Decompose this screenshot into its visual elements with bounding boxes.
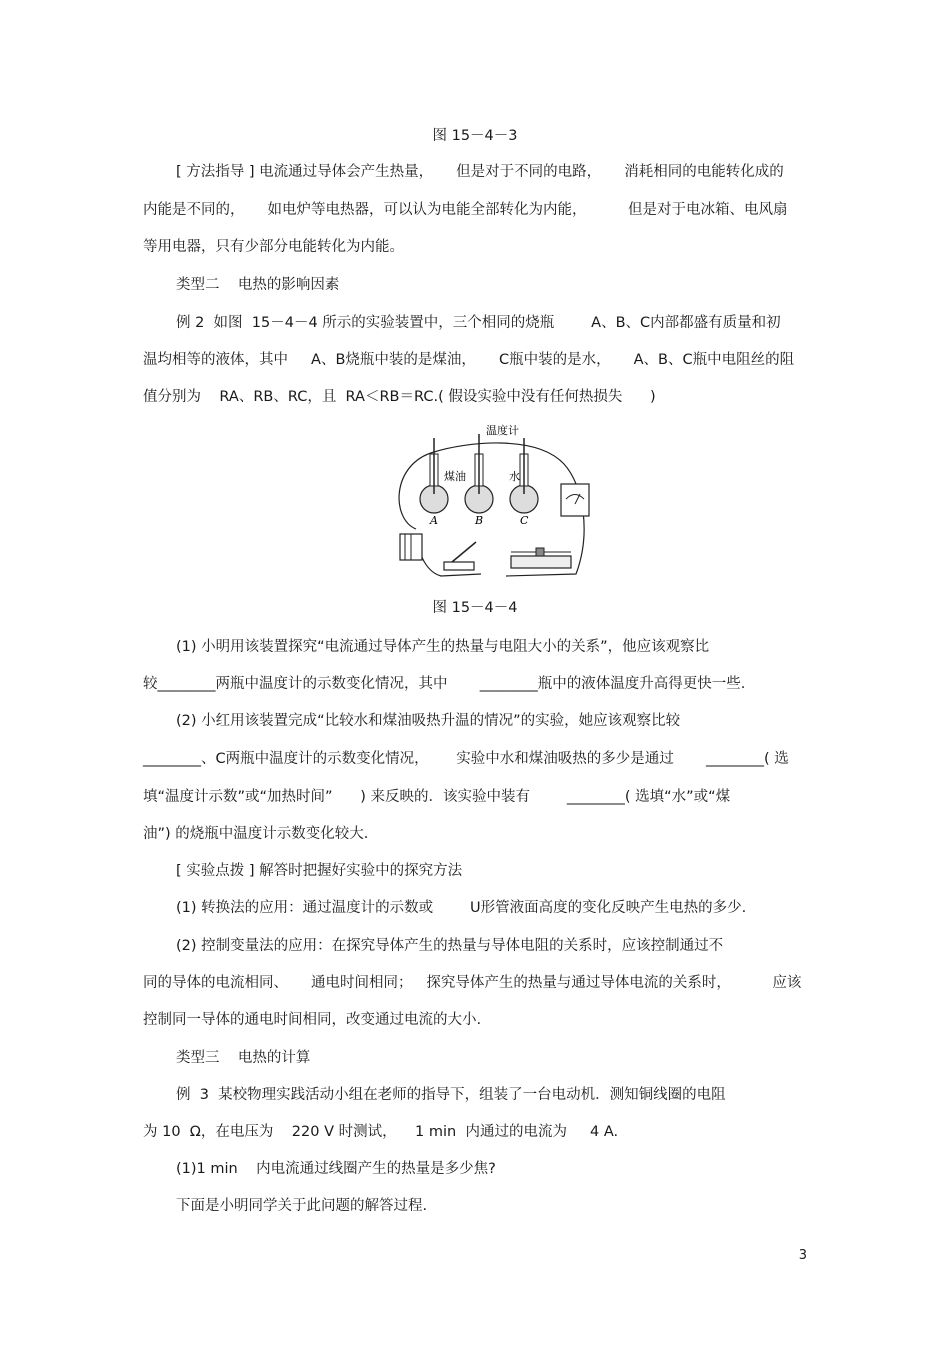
- question-2-line-3: 填“温度计示数”或“加热时间” ) 来反映的．该实验中装有 ________( 选填“水”或“煤: [143, 789, 731, 805]
- question-2-line-1: (2) 小红用该装置完成“比较水和煤油吸热升温的情况”的实验，她应该观察比较: [176, 713, 681, 729]
- tip-2-line-3: 控制同一导体的通电时间相同，改变通过电流的大小.: [143, 1012, 482, 1028]
- tip-2-line-1: (2) 控制变量法的应用：在探究导体产生的热量与导体电阻的关系时，应该控制通过不: [176, 938, 724, 954]
- section-heading-type-3: 类型三 电热的计算: [176, 1050, 311, 1066]
- switch: [444, 542, 476, 570]
- tip-1-line: (1) 转换法的应用：通过温度计的示数或 U形管液面高度的变化反映产生电热的多少.: [176, 900, 747, 916]
- example-2-line-1: 例 2 如图 15－4－4 所示的实验装置中，三个相同的烧瓶 A、B、C内部都盛有质量和初: [176, 315, 781, 331]
- label-kerosene: 煤油: [444, 470, 466, 483]
- label-thermometer: 温度计: [486, 424, 519, 437]
- section-heading-type-2: 类型二 电热的影响因素: [176, 277, 340, 293]
- example-3-question-1: (1)1 min 内电流通过线圈产生的热量是多少焦?: [176, 1161, 496, 1177]
- figure-caption-15-4-4: 图 15－4－4: [432, 600, 518, 616]
- label-c: C: [520, 514, 529, 527]
- method-guide-line-2: 内能是不同的， 如电炉等电热器，可以认为电能全部转化为内能， 但是对于电冰箱、电风扇: [143, 202, 788, 218]
- example-2-line-3: 值分别为 RA、RB、RC，且 RA＜RB＝RC.( 假设实验中没有任何热损失 ): [143, 389, 656, 405]
- experiment-apparatus-figure: [386, 424, 596, 586]
- label-water: 水: [509, 470, 520, 483]
- circuit-diagram: [386, 424, 596, 586]
- tip-2-line-2: 同的导体的电流相同、 通电时间相同； 探究导体产生的热量与通过导体电流的关系时， 应该: [143, 975, 802, 991]
- label-a: A: [430, 514, 438, 527]
- experiment-tip-heading: [ 实验点拨 ] 解答时把握好实验中的探究方法: [176, 863, 463, 879]
- example-3-line-1: 例 3 某校物理实践活动小组在老师的指导下，组装了一台电动机．测知铜线圈的电阻: [176, 1087, 726, 1103]
- question-2-line-2: ________、C两瓶中温度计的示数变化情况， 实验中水和煤油吸热的多少是通过 ________( 选: [143, 751, 789, 767]
- page-number: 3: [798, 1248, 807, 1263]
- rheostat: [511, 548, 571, 568]
- example-3-line-2: 为 10 Ω，在电压为 220 V 时测试， 1 min 内通过的电流为 4 A.: [143, 1124, 619, 1140]
- method-guide-line-1: [ 方法指导 ] 电流通过导体会产生热量， 但是对于不同的电路， 消耗相同的电能转化成的: [176, 164, 784, 180]
- flask-b: [465, 434, 493, 513]
- method-guide-line-3: 等用电器，只有少部分电能转化为内能。: [143, 239, 404, 255]
- figure-caption-15-4-3: 图 15－4－3: [432, 128, 518, 144]
- label-b: B: [475, 514, 484, 527]
- example-2-line-2: 温均相等的液体，其中 A、B烧瓶中装的是煤油， C瓶中装的是水， A、B、C瓶中电阻丝的阻: [143, 352, 795, 368]
- question-2-line-4: 油”) 的烧瓶中温度计示数变化较大.: [143, 826, 369, 842]
- battery: [400, 534, 422, 560]
- example-3-solution-intro: 下面是小明同学关于此问题的解答过程.: [176, 1198, 428, 1214]
- question-1-line-1: (1) 小明用该装置探究“电流通过导体产生的热量与电阻大小的关系”，他应该观察比: [176, 639, 710, 655]
- ammeter: [561, 484, 589, 516]
- question-1-line-2: 较________两瓶中温度计的示数变化情况，其中 ________瓶中的液体温度升高得更快一些.: [143, 676, 746, 692]
